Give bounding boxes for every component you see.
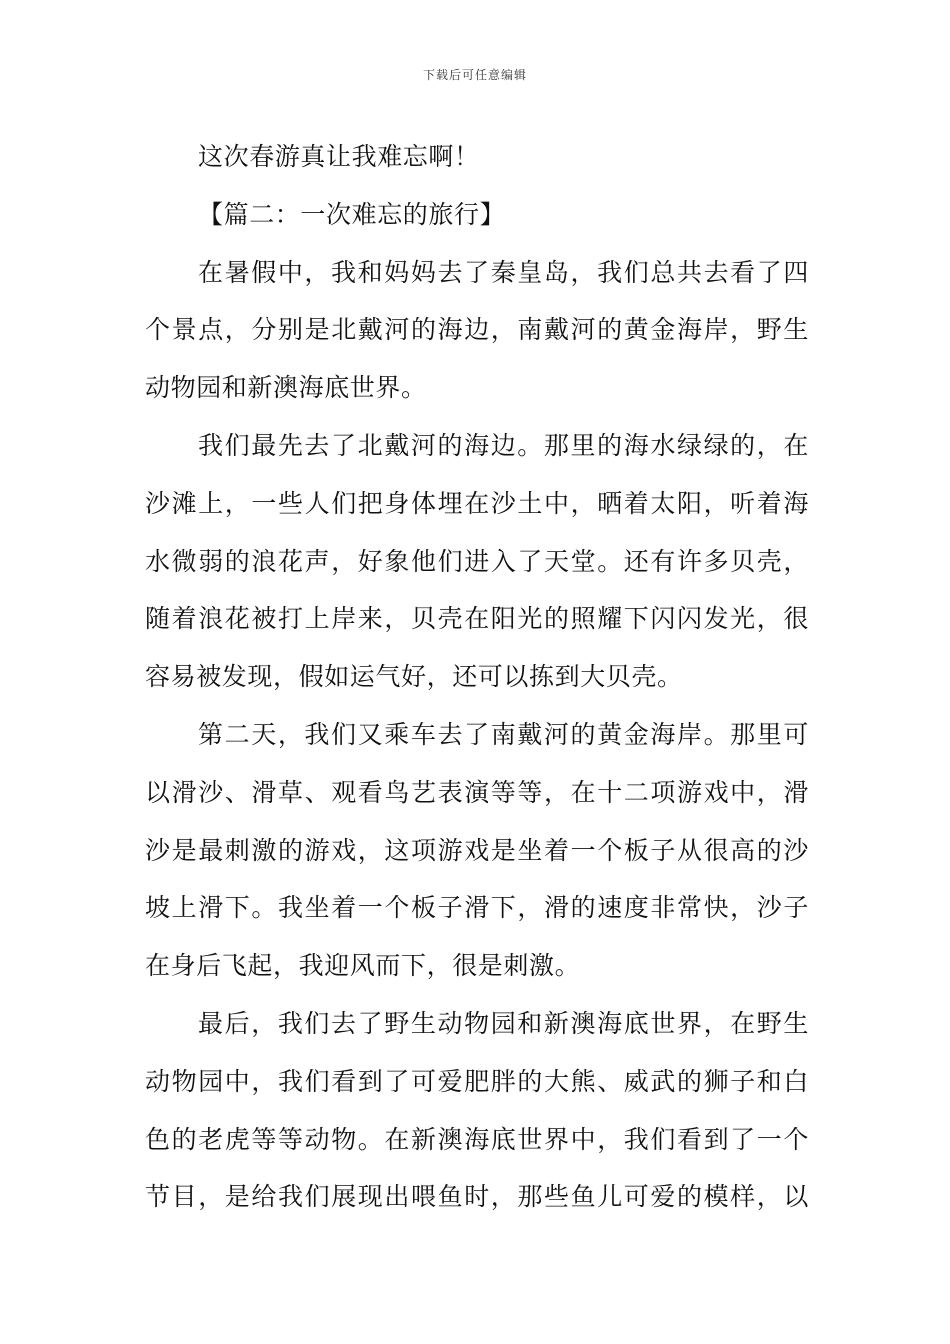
text-line: 沙滩上，一些人们把身体埋在沙土中，晒着太阳，听着海: [145, 488, 809, 518]
text-line: 随着浪花被打上岸来，贝壳在阳光的照耀下闪闪发光，很: [145, 604, 809, 634]
document-body: [145, 128, 809, 1226]
text-line: 这次春游真让我难忘啊！: [198, 142, 480, 171]
text-line: 节目，是给我们展现出喂鱼时，那些鱼儿可爱的模样，以: [145, 1182, 809, 1212]
text-line: 动物园和新澳海底世界。: [145, 373, 427, 403]
text-line: 在身后飞起，我迎风而下，很是刺激。: [145, 951, 581, 981]
text-line: 坡上滑下。我坐着一个板子滑下，滑的速度非常快，沙子: [145, 893, 809, 923]
text-line: 动物园中，我们看到了可爱肥胖的大熊、威武的狮子和白: [145, 1066, 809, 1096]
text-line: 沙是最刺激的游戏，这项游戏是坐着一个板子从很高的沙: [145, 835, 809, 865]
text-line: 水微弱的浪花声，好象他们进入了天堂。还有许多贝壳，: [145, 546, 809, 576]
section-heading: 【篇二：一次难忘的旅行】: [198, 199, 506, 229]
page-header-note: 下载后可任意编辑: [422, 68, 527, 82]
text-line: 容易被发现，假如运气好，还可以拣到大贝壳。: [145, 662, 683, 692]
text-line: 在暑假中，我和妈妈去了秦皇岛，我们总共去看了四: [198, 257, 809, 287]
text-line: 最后，我们去了野生动物园和新澳海底世界，在野生: [198, 1008, 809, 1038]
text-line: 色的老虎等等动物。在新澳海底世界中，我们看到了一个: [145, 1124, 809, 1154]
text-line: 个景点，分别是北戴河的海边，南戴河的黄金海岸，野生: [145, 315, 809, 345]
text-line: 第二天，我们又乘车去了南戴河的黄金海岸。那里可: [198, 719, 809, 749]
text-line: 以滑沙、滑草、观看鸟艺表演等等，在十二项游戏中，滑: [145, 777, 809, 807]
text-line: 我们最先去了北戴河的海边。那里的海水绿绿的，在: [198, 430, 809, 460]
